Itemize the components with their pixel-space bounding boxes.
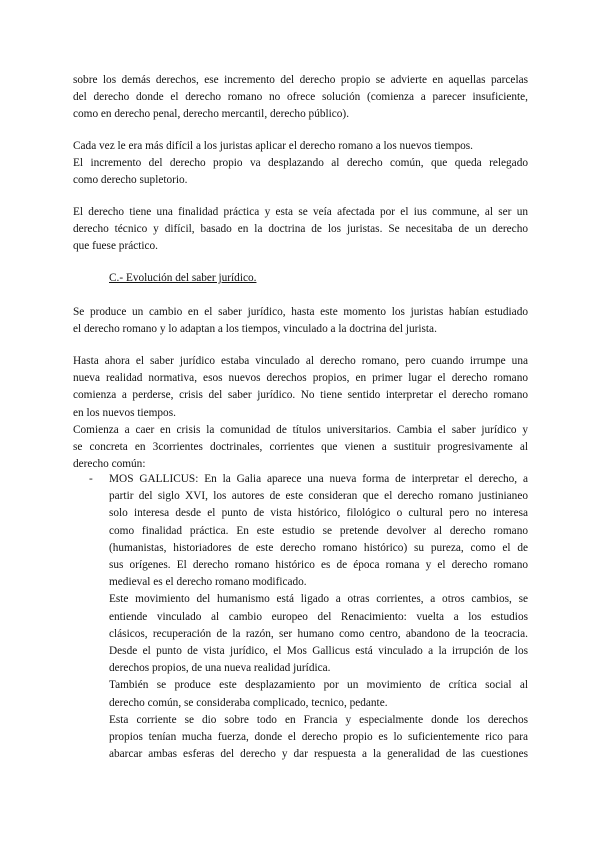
text-line: partir del siglo XVI, los autores de este consideran que el derecho romano justinianeo — [109, 490, 528, 503]
paragraph-derecho-propio — [73, 72, 528, 124]
text-line: como en derecho penal, derecho mercantil, derecho público). — [73, 108, 350, 121]
text-line: el derecho romano y lo adaptan a los tiempos, vinculado a la doctrina del jurista. — [73, 323, 437, 336]
text-line: entiende vinculado al cambio europeo del Renacimiento: vuelta a los estudios — [109, 610, 528, 623]
text-line: El derecho tiene una finalidad práctica y esta se veía afectada por el ius commune, al ser un — [73, 206, 528, 218]
paragraph-crisis-saber — [73, 353, 528, 473]
text-line: se concreta en 3corrientes doctrinales, corrientes que vienen a sustituir progresivamente al — [73, 441, 528, 454]
text-line: Este movimiento del humanismo está ligado a otras corrientes, a otros cambios, se — [109, 593, 528, 606]
text-line: Comienza a caer en crisis la comunidad de títulos universitarios. Cambia el saber jurídico y — [73, 423, 528, 436]
paragraph-cambio-saber — [73, 304, 528, 338]
paragraph-juristas — [73, 138, 528, 190]
text-line: Esta corriente se dio sobre todo en Francia y especialmente donde los derechos — [109, 713, 528, 726]
text-line: Hasta ahora el saber jurídico estaba vinculado al derecho romano, pero cuando irrumpe una — [73, 355, 528, 367]
text-line: Cada vez le era más difícil a los juristas aplicar el derecho romano a los nuevos tiempos. — [73, 140, 473, 152]
bullet-dash: - — [89, 473, 93, 485]
doctrinal-currents-list — [73, 471, 528, 763]
section-heading: C.- Evolución del saber jurídico. — [109, 272, 257, 284]
text-line: propios tenían mucha fuerza, donde el derecho propio es lo suficientemente rico para — [109, 731, 528, 744]
list-item-mos-gallicus — [73, 471, 528, 763]
text-line: abarcar ambas esferas del derecho y dar respuesta a la generalidad de las cuestiones — [109, 748, 528, 761]
text-line: Se produce un cambio en el saber jurídico, hasta este momento los juristas habían estudiado — [73, 306, 528, 318]
text-line: (humanistas, historiadores de este derecho romano histórico) su pureza, como el de — [109, 541, 528, 554]
text-line: como derecho supletorio. — [73, 174, 188, 187]
text-line: clásicos, recuperación de la razón, ser humano como centro, abandono de la teocracia. — [109, 627, 528, 640]
text-line: nueva realidad normativa, esos nuevos derechos propios, en primer lugar el derecho romano — [73, 372, 528, 385]
text-line: MOS GALLICUS: En la Galia aparece una nueva forma de interpretar el derecho, a — [109, 473, 528, 485]
text-line: comienza a perderse, crisis del saber jurídico. No tiene sentido interpretar el derecho romano — [73, 389, 528, 402]
text-line: Desde el punto de vista jurídico, el Mos Gallicus está vinculado a la irrupción de los — [109, 645, 528, 658]
text-line: También se produce este desplazamiento por un movimiento de crítica social al — [109, 679, 528, 692]
text-line: sobre los demás derechos, ese incremento del derecho propio se advierte en aquellas parcelas — [73, 74, 528, 86]
text-line: sus orígenes. El derecho romano histórico es de época romana y el derecho romano — [109, 559, 528, 572]
text-line: derechos propios, de una nueva realidad jurídica. — [109, 662, 331, 675]
text-line: El incremento del derecho propio va desplazando al derecho común, que queda relegado — [73, 157, 528, 170]
text-line: como finalidad práctica. En este estudio se pretende devolver al derecho romano — [109, 524, 528, 537]
text-line: derecho común, se consideraba complicado, tecnico, pedante. — [109, 696, 388, 709]
text-line: derecho común: — [73, 458, 146, 471]
text-line: que fuese práctico. — [73, 240, 158, 253]
paragraph-finalidad-practica — [73, 204, 528, 256]
text-line: medieval es el derecho romano modificado. — [109, 576, 307, 589]
text-line: del derecho donde el derecho romano no ofrece solución (comienza a parecer insuficiente, — [73, 91, 528, 104]
text-line: en los nuevos tiempos. — [73, 406, 176, 419]
text-line: derecho técnico y difícil, basado en la doctrina de los juristas. Se necesitaba de un derecho — [73, 223, 528, 236]
text-line: solo interesa desde el punto de vista histórico, filológico o cultural pero no interesa — [109, 507, 528, 520]
